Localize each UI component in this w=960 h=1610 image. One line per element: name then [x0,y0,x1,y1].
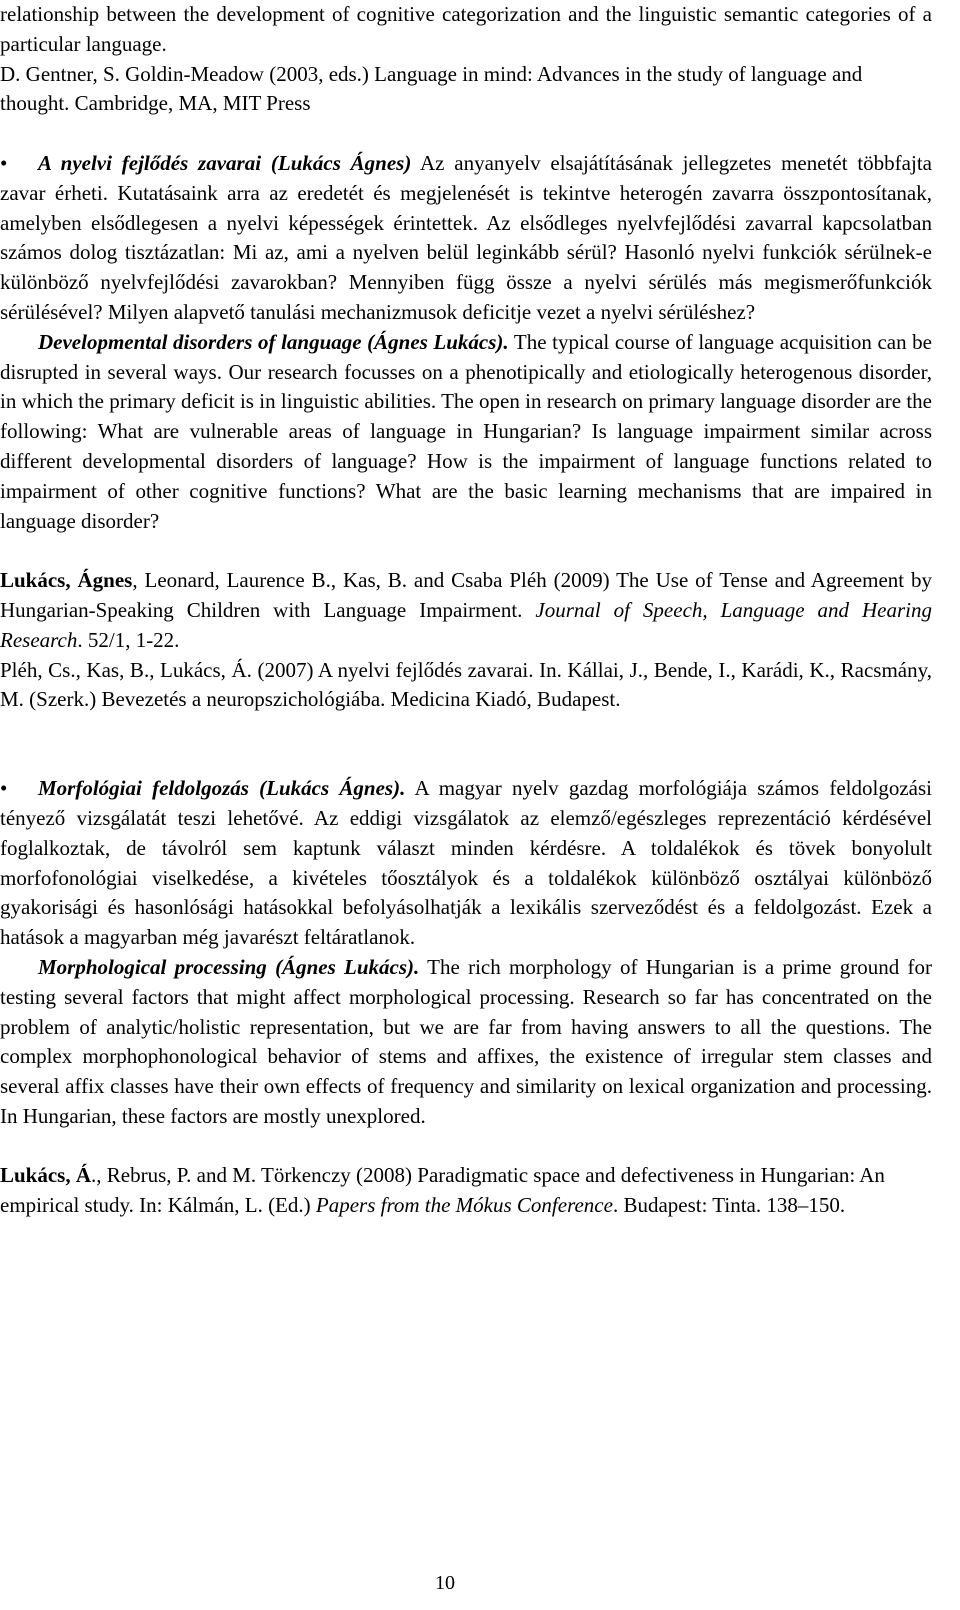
spacer [0,715,932,774]
section-title-en: Developmental disorders of language (Ágnes Lukács). [38,329,509,354]
section-text-hu: A magyar nyelv gazdag morfológiája számos feldolgozási tényező vizsgálatát teszi lehetővé. Az eddigi vizsgálatok az elemző/egészleges reprezentáció kérdésével foglalkoztak, de távolról sem kaptunk választ minden kérdésre. A toldalékok és tövek bonyolult morfofonológiai viselkedése, a kivételes tőosztályok és a toldalékok különböző osztályai különböző gyakorisági és hasonlósági hatásokkal befolyásolhatják a lexikális szerveződést és a feldolgozást. Ezek a hatások a magyarban még javarészt feltáratlanok. [0,776,932,950]
section-title-en: Morphological processing (Ágnes Lukács). [38,954,420,979]
section-morphology-hu [0,774,932,953]
reference-lukacs-2009 [0,566,932,655]
reference-book: Papers from the Mókus Conference [315,1193,613,1218]
reference-gentner: D. Gentner, S. Goldin-Meadow (2003, eds.) Language in mind: Advances in the study of language and thought. Cambridge, MA, MIT Press [0,61,863,116]
reference-text: , Leonard, Laurence B., Kas, B. and Csaba Pléh (2009) The Use of Tense and Agreement by Hungarian-Speaking Children with Language Impairment. [0,568,932,622]
section-text-en: The typical course of language acquisition can be disrupted in several ways. Our research focusses on a phenotipically and etiologically heterogenous disorder, in which the primary deficit is in linguistic abilities. The open in research on primary language disorder are the following: What are vulnerable areas of language in Hungarian? Is language impairment similar across different developmental disorders of language? How is the impairment of language functions related to impairment of other cognitive functions? What are the basic learning mechanisms that are impaired in language disorder? [0,329,932,533]
reference-tail: . 52/1, 1-22. [77,627,180,652]
section-morphology-en [0,953,932,1132]
section-title-hu: A nyelvi fejlődés zavarai (Lukács Ágnes) [38,150,412,175]
page-number: 10 [435,1572,455,1594]
reference-tail: . Budapest: Tinta. 138–150. [612,1193,846,1218]
section-language-disorders-hu [0,149,932,328]
bullet-icon: • [0,150,8,175]
spacer [0,1132,932,1162]
spacer [0,536,932,566]
reference-pleh-2007: Pléh, Cs., Kas, B., Lukács, Á. (2007) A nyelvi fejlődés zavarai. In. Kállai, J., Bende, I., Karádi, K., Racsmány, M. (Szerk.) Bevezetés a neuropszichológiába. Medicina Kiadó, Budapest. [0,657,932,712]
intro-paragraph: relationship between the development of cognitive categorization and the linguistic semantic categories of a particular language. [0,2,932,56]
reference-author: Lukács, Á [0,1163,92,1188]
section-language-disorders-en [0,328,932,537]
reference-text: ., Rebrus, P. and M. Törkenczy (2008) Paradigmatic space and defectiveness in Hungarian: An empirical study. In: Kálmán, L. (Ed.) [0,1163,885,1218]
reference-lukacs-2008 [0,1161,932,1221]
section-title-hu: Morfológiai feldolgozás (Lukács Ágnes). [38,776,406,801]
reference-author: Lukács, Ágnes [0,568,133,593]
spacer [0,119,932,149]
bullet-icon: • [0,776,8,801]
section-text-en: The rich morphology of Hungarian is a prime ground for testing several factors that might affect morphological processing. Research so far has concentrated on the problem of analytic/holistic representation, but we are far from having answers to all the questions. The complex morphophonological behavior of stems and affixes, the existence of irregular stem classes and several affix classes have their own effects of frequency and similarity on lexical organization and processing. In Hungarian, these factors are mostly unexplored. [0,954,933,1128]
section-text-hu: Az anyanyelv elsajátításának jellegzetes menetét többfajta zavar érheti. Kutatásaink arra az eredetét és megjelenését is tekintve heterogén zavarra összpontosítanak, amelyben elsődlegesen a nyelvi képességek érintettek. Az elsődleges nyelvfejlődési zavarral kapcsolatban számos dolog tisztázatlan: Mi az, ami a nyelven belül leginkább sérül? Hasonló nyelvi funkciók sérülnek-e különböző nyelvfejlődési zavarokban? Mennyiben függ össze a nyelvi sérülés más megismerőfunkciók sérülésével? Milyen alapvető tanulási mechanizmusok deficitje vezet a nyelvi sérüléshez? [0,150,932,324]
reference-journal: Journal of Speech, Language and Hearing Research [0,597,932,652]
